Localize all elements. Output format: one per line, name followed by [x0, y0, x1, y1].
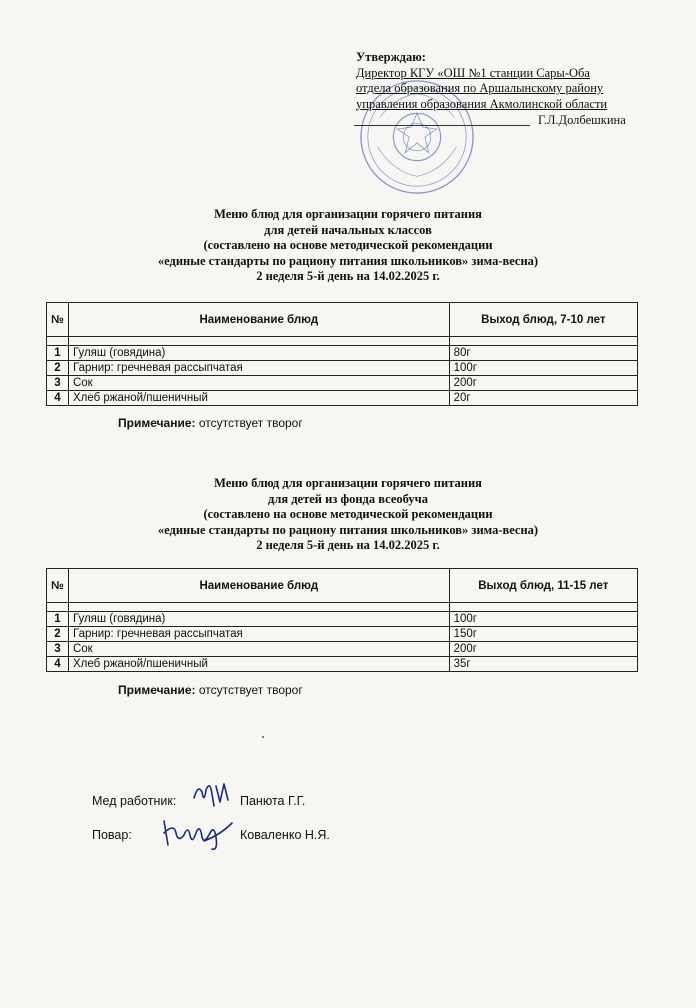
dish-name: Гуляш (говядина)	[68, 612, 449, 627]
heading-line: для детей из фонда всеобуча	[268, 491, 428, 506]
dish-name: Гуляш (говядина)	[68, 346, 449, 361]
med-worker-label: Мед работник:	[92, 794, 177, 808]
col-dish-header: Наименование блюд	[68, 303, 449, 337]
table-header-row	[47, 569, 638, 603]
heading-line: Меню блюд для организации горячего питания	[214, 476, 482, 490]
dish-portion: 20г	[449, 391, 637, 406]
col-number-header: №	[47, 569, 69, 603]
cook-name: Коваленко Н.Я.	[240, 828, 330, 842]
table-row	[47, 657, 638, 672]
note-text: отсутствует творог	[198, 683, 303, 697]
table-row	[47, 346, 638, 361]
menu-2-table	[46, 568, 638, 672]
row-number: 4	[47, 391, 69, 406]
dish-name: Гарнир: гречневая рассыпчатая	[68, 627, 449, 642]
approval-line-1: Директор КГУ «ОШ №1 станции Сары-Оба	[356, 65, 590, 80]
dish-name: Хлеб ржаной/пшеничный	[68, 391, 449, 406]
heading-line: (составлено на основе методической рекомендации	[203, 238, 493, 252]
heading-line: «единые стандарты по рациону питания школьников» зима-весна)	[157, 253, 539, 268]
menu-2-heading	[0, 476, 696, 554]
row-number: 4	[47, 657, 69, 672]
note-label: Примечание:	[118, 683, 196, 697]
table-header-row	[47, 303, 638, 337]
dish-portion: 100г	[449, 612, 637, 627]
row-number: 1	[47, 346, 69, 361]
note-label: Примечание:	[118, 416, 196, 430]
approval-title: Утверждаю:	[356, 50, 426, 64]
heading-line: «единые стандарты по рациону питания школьников» зима-весна)	[157, 522, 539, 537]
menu-1-heading	[0, 207, 696, 285]
table-row	[47, 361, 638, 376]
table-row	[47, 627, 638, 642]
row-number: 3	[47, 376, 69, 391]
approval-signer: Г.Л.Долбешкина	[538, 113, 626, 127]
med-worker-name: Панюта Г.Г.	[240, 794, 306, 808]
cook-signature	[160, 815, 234, 855]
row-number: 2	[47, 627, 69, 642]
heading-line: Меню блюд для организации горячего питания	[214, 207, 482, 221]
menu-1-table	[46, 302, 638, 406]
dish-portion: 200г	[449, 376, 637, 391]
col-portion-header: Выход блюд, 7-10 лет	[449, 303, 637, 337]
table-row	[47, 376, 638, 391]
med-worker-signature	[190, 778, 232, 812]
table-row	[47, 642, 638, 657]
scan-speck	[262, 736, 264, 738]
approval-block	[356, 50, 656, 112]
row-number: 2	[47, 361, 69, 376]
dish-name: Хлеб ржаной/пшеничный	[68, 657, 449, 672]
approval-line-3: управления образования Акмолинской области	[356, 96, 608, 111]
approval-line-2: отдела образования по Аршалынскому району	[356, 81, 604, 95]
dish-name: Сок	[68, 376, 449, 391]
dish-portion: 150г	[449, 627, 637, 642]
table-row	[47, 612, 638, 627]
row-number: 1	[47, 612, 69, 627]
dish-portion: 200г	[449, 642, 637, 657]
menu-2-note	[118, 683, 303, 697]
row-number: 3	[47, 642, 69, 657]
heading-line: 2 неделя 5-й день на 14.02.2025 г.	[256, 269, 440, 283]
dish-portion: 80г	[449, 346, 637, 361]
heading-line: (составлено на основе методической рекомендации	[203, 507, 493, 521]
menu-1-note	[118, 416, 303, 430]
dish-name: Гарнир: гречневая рассыпчатая	[68, 361, 449, 376]
table-row	[47, 391, 638, 406]
col-number-header: №	[47, 303, 69, 337]
dish-portion: 35г	[449, 657, 637, 672]
heading-line: для детей начальных классов	[264, 222, 432, 237]
dish-name: Сок	[68, 642, 449, 657]
note-text: отсутствует творог	[198, 416, 303, 430]
table-spacer-row	[47, 337, 638, 346]
heading-line: 2 неделя 5-й день на 14.02.2025 г.	[256, 538, 440, 552]
dish-portion: 100г	[449, 361, 637, 376]
col-dish-header: Наименование блюд	[68, 569, 449, 603]
approval-signature-line	[354, 125, 530, 126]
table-spacer-row	[47, 603, 638, 612]
cook-label: Повар:	[92, 828, 132, 842]
col-portion-header: Выход блюд, 11-15 лет	[449, 569, 637, 603]
